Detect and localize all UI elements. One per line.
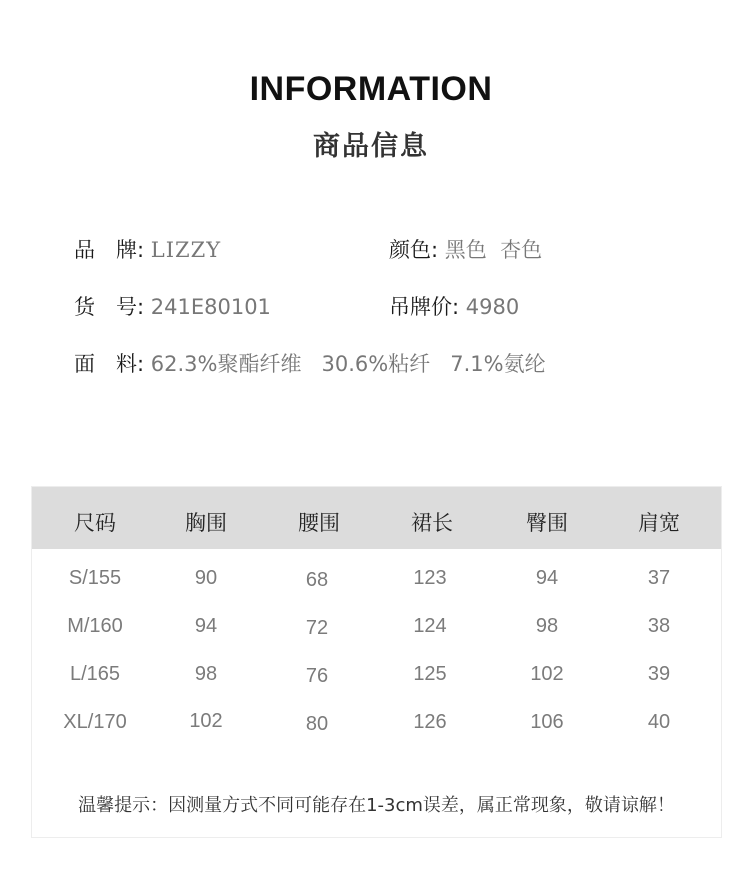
- table-header: [32, 487, 721, 549]
- color-row: [389, 234, 542, 264]
- cell-length: 123: [413, 567, 447, 589]
- cell-size: S/155: [68, 567, 122, 589]
- price-value: 4980: [465, 295, 520, 319]
- cell-size: L/165: [69, 663, 121, 685]
- header-shoulder: 肩宽: [638, 511, 680, 535]
- fabric-row: [74, 348, 546, 378]
- cell-bust: 94: [194, 615, 218, 637]
- cell-waist: 80: [305, 713, 329, 735]
- cell-waist: 72: [305, 617, 329, 639]
- title-english: INFORMATION: [249, 70, 493, 108]
- cell-hip: 106: [530, 711, 564, 733]
- size-table: [31, 486, 722, 838]
- cell-hip: 102: [530, 663, 564, 685]
- sku-row: [74, 291, 271, 321]
- fabric-value: 62.3%聚酯纤维 30.6%粘纤 7.1%氨纶: [150, 352, 546, 376]
- cell-hip: 98: [535, 615, 559, 637]
- cell-length: 124: [413, 615, 447, 637]
- cell-length: 126: [413, 711, 447, 733]
- price-label: 吊牌价:: [389, 295, 460, 319]
- header-length: 裙长: [411, 511, 453, 535]
- header-hip: 臀围: [526, 511, 568, 535]
- sku-label: 货 号:: [74, 295, 145, 319]
- fabric-label: 面 料:: [74, 352, 145, 376]
- cell-size: XL/170: [63, 711, 127, 733]
- header-size: 尺码: [74, 511, 116, 535]
- cell-shoulder: 39: [647, 663, 671, 685]
- cell-size: M/160: [67, 615, 123, 637]
- header-waist: 腰围: [298, 511, 340, 535]
- title-chinese: 商品信息: [313, 131, 429, 162]
- price-row: [389, 291, 519, 321]
- cell-bust: 98: [194, 663, 218, 685]
- cell-bust: 90: [194, 567, 218, 589]
- cell-hip: 94: [535, 567, 559, 589]
- cell-length: 125: [413, 663, 447, 685]
- color-value: 黑色 杏色: [444, 238, 543, 262]
- brand-value: LIZZY: [150, 238, 222, 262]
- measurement-tip: 温馨提示：因测量方式不同可能存在1-3cm误差，属正常现象，敬请谅解！: [78, 795, 675, 816]
- cell-shoulder: 38: [647, 615, 671, 637]
- cell-waist: 68: [305, 569, 329, 591]
- cell-waist: 76: [305, 665, 329, 687]
- header-bust: 胸围: [185, 511, 227, 535]
- cell-shoulder: 37: [647, 567, 671, 589]
- cell-shoulder: 40: [647, 711, 671, 733]
- brand-row: [74, 234, 221, 264]
- cell-bust: 102: [189, 710, 223, 732]
- sku-value: 241E80101: [150, 295, 271, 319]
- color-label: 颜色:: [389, 238, 439, 262]
- brand-label: 品 牌:: [74, 238, 145, 262]
